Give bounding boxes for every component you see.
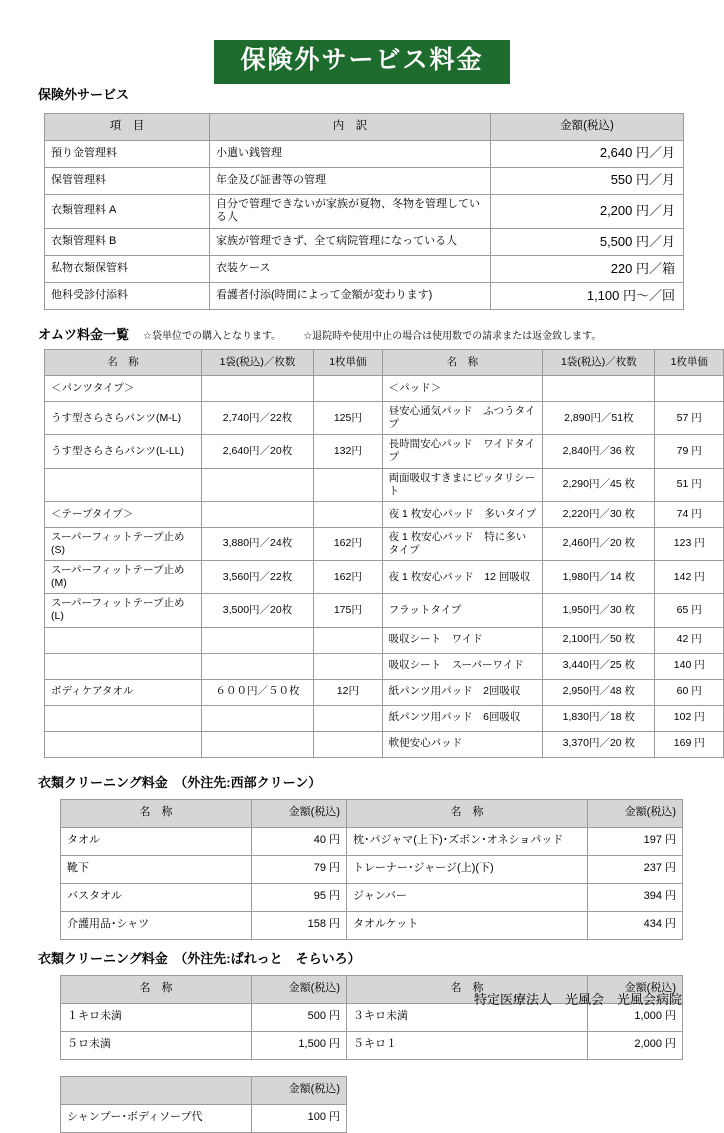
table-row — [45, 468, 724, 501]
service-item: 衣類管理料 A — [45, 194, 210, 229]
diaper-right-pack: 1,830円／18 枚 — [543, 705, 655, 731]
table-row — [61, 827, 683, 855]
clean-left-name: バスタオル — [61, 883, 252, 911]
diaper-right-pack — [543, 376, 655, 402]
diaper-left-name — [45, 705, 202, 731]
clean2-right-name: ３キロ未満 — [347, 1003, 588, 1031]
service-item: 他科受診付添料 — [45, 283, 210, 310]
clean-right-name: トレーナー･ジャージ(上)(下) — [347, 855, 588, 883]
table-row — [61, 1031, 683, 1059]
diaper-left-name — [45, 468, 202, 501]
clean2-left-name: １キロ未満 — [61, 1003, 252, 1031]
diaper-left-pack — [201, 501, 313, 527]
diaper-left-name: スーパーフィットテープ止め(L) — [45, 594, 202, 627]
table-row — [45, 376, 724, 402]
diaper-right-name: 夜 1 枚安心パッド 12 回吸収 — [382, 561, 543, 594]
col-left-price: 金額(税込) — [252, 799, 347, 827]
col-price: 金額(税込) — [252, 1076, 347, 1104]
service-item: 保管管理料 — [45, 167, 210, 194]
shampoo-table — [60, 1076, 347, 1133]
col-item: 項 目 — [45, 113, 210, 140]
table-row — [45, 140, 684, 167]
service-item: 預り金管理料 — [45, 140, 210, 167]
diaper-right-name: 吸収シート ワイド — [382, 627, 543, 653]
shampoo-price: 100 円 — [252, 1104, 347, 1132]
col-left-pack: 1袋(税込)／枚数 — [201, 350, 313, 376]
clean2-right-name: ５キロ１ — [347, 1031, 588, 1059]
section-heading-service: 保険外サービス — [38, 86, 130, 102]
diaper-right-pack: 1,950円／30 枚 — [543, 594, 655, 627]
service-detail: 衣装ケース — [210, 256, 491, 283]
clean-right-price: 394 円 — [588, 883, 683, 911]
col-price: 金額(税込) — [491, 113, 684, 140]
col-detail: 内 訳 — [210, 113, 491, 140]
diaper-right-unit: 42 円 — [655, 627, 724, 653]
table-header-row — [61, 1076, 347, 1104]
table-row — [45, 194, 684, 229]
service-detail: 家族が管理できず、全て病院管理になっている人 — [210, 229, 491, 256]
diaper-right-unit: 140 円 — [655, 653, 724, 679]
table-row — [45, 561, 724, 594]
diaper-left-unit — [314, 627, 383, 653]
clean2-left-price: 1,500 円 — [252, 1031, 347, 1059]
clean-right-name: 枕･パジャマ(上下)･ズボン･オネショパッド — [347, 827, 588, 855]
clean-left-name: タオル — [61, 827, 252, 855]
service-price: 1,100 円～／回 — [491, 283, 684, 310]
diaper-left-pack — [201, 627, 313, 653]
cleaning-table-palette — [60, 975, 683, 1060]
col-right-name: 名 称 — [347, 975, 588, 1003]
diaper-left-pack: 3,880円／24枚 — [201, 527, 313, 560]
section-heading-diaper-row — [38, 324, 724, 343]
clean-right-price: 237 円 — [588, 855, 683, 883]
diaper-right-name: フラットタイプ — [382, 594, 543, 627]
service-price: 2,200 円／月 — [491, 194, 684, 229]
col-right-price: 金額(税込) — [588, 799, 683, 827]
table-row — [45, 627, 724, 653]
clean-left-price: 40 円 — [252, 827, 347, 855]
diaper-right-name: 夜 1 枚安心パッド 特に多いタイプ — [382, 527, 543, 560]
diaper-left-unit: 162円 — [314, 527, 383, 560]
cleaning-table-seibu — [60, 799, 683, 940]
table-row — [45, 402, 724, 435]
service-fee-table — [44, 113, 684, 311]
diaper-left-name: スーパーフィットテープ止め(S) — [45, 527, 202, 560]
diaper-right-unit: 65 円 — [655, 594, 724, 627]
col-left-name: 名 称 — [61, 799, 252, 827]
table-row — [61, 911, 683, 939]
service-detail: 年金及び証書等の管理 — [210, 167, 491, 194]
table-header-row — [61, 799, 683, 827]
clean-left-price: 158 円 — [252, 911, 347, 939]
diaper-left-pack: 3,560円／22枚 — [201, 561, 313, 594]
diaper-right-pack: 2,950円／48 枚 — [543, 679, 655, 705]
footer-institution: 特定医療法人 光風会 光風会病院 — [473, 992, 682, 1007]
diaper-right-pack: 2,100円／50 枚 — [543, 627, 655, 653]
table-row — [45, 731, 724, 757]
diaper-left-name: ＜パンツタイプ＞ — [45, 376, 202, 402]
table-row — [45, 679, 724, 705]
clean-right-price: 197 円 — [588, 827, 683, 855]
diaper-left-unit: 132円 — [314, 435, 383, 468]
clean2-right-price: 1,000 円 — [588, 1003, 683, 1031]
table-row — [45, 653, 724, 679]
document-page — [0, 40, 724, 1124]
diaper-price-table — [44, 349, 724, 758]
diaper-right-pack: 2,840円／36 枚 — [543, 435, 655, 468]
diaper-left-pack — [201, 468, 313, 501]
col-right-price: 金額(税込) — [588, 975, 683, 1003]
shampoo-name: シャンプー･ボディソープ代 — [61, 1104, 252, 1132]
service-detail: 看護者付添(時間によって金額が変わります) — [210, 283, 491, 310]
table-row — [45, 167, 684, 194]
diaper-left-unit: 175円 — [314, 594, 383, 627]
diaper-right-unit: 169 円 — [655, 731, 724, 757]
diaper-left-name: ＜テープタイプ＞ — [45, 501, 202, 527]
diaper-right-unit: 79 円 — [655, 435, 724, 468]
clean-right-name: タオルケット — [347, 911, 588, 939]
clean2-right-price: 2,000 円 — [588, 1031, 683, 1059]
clean-left-price: 79 円 — [252, 855, 347, 883]
diaper-left-unit — [314, 468, 383, 501]
page-title: 保険外サービス料金 — [214, 40, 509, 84]
diaper-left-unit: 125円 — [314, 402, 383, 435]
col-left-name: 名 称 — [61, 975, 252, 1003]
title-banner-wrap — [0, 40, 724, 84]
diaper-right-pack: 3,440円／25 枚 — [543, 653, 655, 679]
diaper-left-name — [45, 731, 202, 757]
service-price: 550 円／月 — [491, 167, 684, 194]
table-header-row — [45, 350, 724, 376]
diaper-right-unit: 102 円 — [655, 705, 724, 731]
diaper-left-unit — [314, 653, 383, 679]
diaper-right-name: 昼安心通気パッド ふつうタイプ — [382, 402, 543, 435]
table-row — [45, 527, 724, 560]
table-row — [45, 594, 724, 627]
diaper-left-unit — [314, 705, 383, 731]
diaper-right-name: ＜パッド＞ — [382, 376, 543, 402]
diaper-right-pack: 2,460円／20 枚 — [543, 527, 655, 560]
table-row — [61, 883, 683, 911]
service-item: 衣類管理料 B — [45, 229, 210, 256]
clean-left-name: 靴下 — [61, 855, 252, 883]
diaper-right-name: 長時間安心パッド ワイドタイプ — [382, 435, 543, 468]
clean-right-name: ジャンバー — [347, 883, 588, 911]
diaper-left-unit — [314, 376, 383, 402]
col-blank — [61, 1076, 252, 1104]
diaper-right-unit: 142 円 — [655, 561, 724, 594]
service-price: 5,500 円／月 — [491, 229, 684, 256]
col-right-name: 名 称 — [382, 350, 543, 376]
service-price: 2,640 円／月 — [491, 140, 684, 167]
diaper-right-pack: 2,890円／51枚 — [543, 402, 655, 435]
table-row — [61, 1104, 347, 1132]
col-right-unit: 1枚単価 — [655, 350, 724, 376]
diaper-left-pack — [201, 653, 313, 679]
clean-right-price: 434 円 — [588, 911, 683, 939]
col-right-name: 名 称 — [347, 799, 588, 827]
diaper-right-name: 紙パンツ用パッド 2回吸収 — [382, 679, 543, 705]
table-row — [45, 229, 684, 256]
diaper-right-name: 吸収シート スーパーワイド — [382, 653, 543, 679]
diaper-left-pack: 3,500円／20枚 — [201, 594, 313, 627]
diaper-left-name: うす型さらさらパンツ(M-L) — [45, 402, 202, 435]
table-row — [45, 283, 684, 310]
diaper-right-name: 夜 1 枚安心パッド 多いタイプ — [382, 501, 543, 527]
table-row — [61, 855, 683, 883]
service-detail: 自分で管理できないが家族が夏物、冬物を管理している人 — [210, 194, 491, 229]
diaper-left-pack — [201, 705, 313, 731]
diaper-right-name: 紙パンツ用パッド 6回吸収 — [382, 705, 543, 731]
section-heading-diaper: オムツ料金一覧 — [38, 327, 130, 342]
service-detail: 小遣い銭管理 — [210, 140, 491, 167]
diaper-right-unit: 60 円 — [655, 679, 724, 705]
diaper-left-name — [45, 627, 202, 653]
table-header-row — [45, 113, 684, 140]
diaper-right-unit: 57 円 — [655, 402, 724, 435]
diaper-left-pack — [201, 376, 313, 402]
diaper-left-unit — [314, 501, 383, 527]
clean-left-name: 介護用品･シャツ — [61, 911, 252, 939]
clean-left-price: 95 円 — [252, 883, 347, 911]
col-left-name: 名 称 — [45, 350, 202, 376]
table-row — [45, 256, 684, 283]
diaper-note-1: ☆袋単位での購入となります。 — [143, 331, 282, 342]
diaper-right-unit: 51 円 — [655, 468, 724, 501]
diaper-right-pack: 2,220円／30 枚 — [543, 501, 655, 527]
diaper-right-name: 軟便安心パッド — [382, 731, 543, 757]
col-left-unit: 1枚単価 — [314, 350, 383, 376]
diaper-left-name — [45, 653, 202, 679]
diaper-left-unit — [314, 731, 383, 757]
diaper-right-unit — [655, 376, 724, 402]
diaper-right-pack: 2,290円／45 枚 — [543, 468, 655, 501]
diaper-right-pack: 3,370円／20 枚 — [543, 731, 655, 757]
clean2-left-price: 500 円 — [252, 1003, 347, 1031]
diaper-left-pack: 2,640円／20枚 — [201, 435, 313, 468]
diaper-left-pack — [201, 731, 313, 757]
service-item: 私物衣類保管料 — [45, 256, 210, 283]
diaper-left-name: うす型さらさらパンツ(L-LL) — [45, 435, 202, 468]
section-heading-cleaning1: 衣類クリーニング料金 （外注先:西部クリーン） — [38, 774, 322, 790]
col-right-pack: 1袋(税込)／枚数 — [543, 350, 655, 376]
service-price: 220 円／箱 — [491, 256, 684, 283]
diaper-right-unit: 74 円 — [655, 501, 724, 527]
diaper-right-name: 両面吸収すきまにピッタリシート — [382, 468, 543, 501]
diaper-note-2: ☆退院時や使用中止の場合は使用数での請求または返金致します。 — [303, 331, 602, 342]
clean2-left-name: ５ロ未満 — [61, 1031, 252, 1059]
diaper-left-unit: 12円 — [314, 679, 383, 705]
table-row — [45, 705, 724, 731]
diaper-left-pack: ６００円／５０枚 — [201, 679, 313, 705]
diaper-left-name: ボディケアタオル — [45, 679, 202, 705]
diaper-right-pack: 1,980円／14 枚 — [543, 561, 655, 594]
diaper-left-name: スーパーフィットテープ止め(M) — [45, 561, 202, 594]
section-heading-cleaning2: 衣類クリーニング料金 （外注先:ぱれっと そらいろ） — [38, 950, 361, 966]
diaper-left-pack: 2,740円／22枚 — [201, 402, 313, 435]
diaper-left-unit: 162円 — [314, 561, 383, 594]
diaper-right-unit: 123 円 — [655, 527, 724, 560]
col-left-price: 金額(税込) — [252, 975, 347, 1003]
table-row — [45, 501, 724, 527]
table-row — [45, 435, 724, 468]
